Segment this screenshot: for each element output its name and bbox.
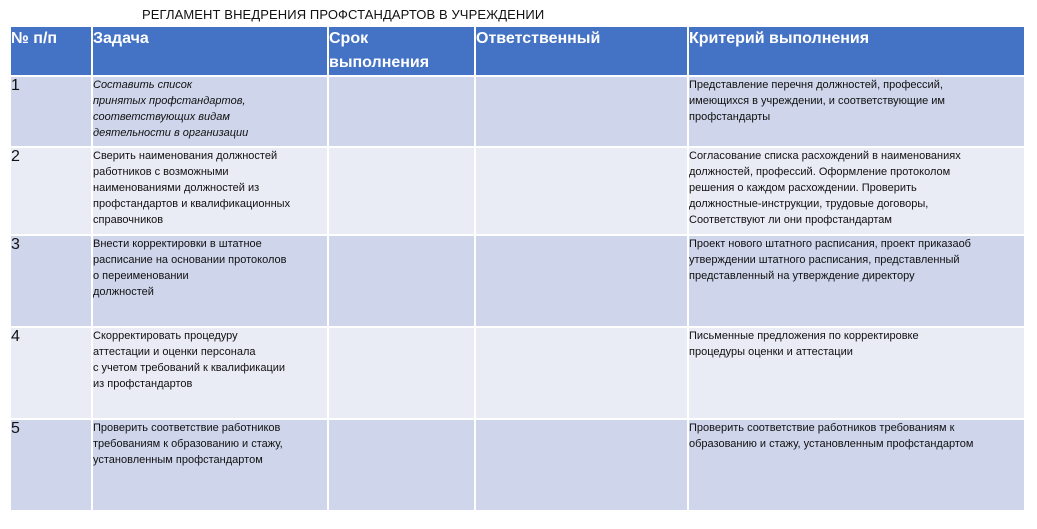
- task-line: требованиям к образованию и стажу,: [93, 438, 283, 450]
- task-line: о переименовании: [93, 270, 189, 282]
- task-line: работников с возможными: [93, 166, 229, 178]
- task-cell: [92, 419, 328, 511]
- criterion-cell: [688, 147, 1024, 235]
- task-line: Внести корректировки в штатное: [93, 238, 262, 250]
- task-line: аттестации и оценки персонала: [93, 346, 256, 358]
- responsible-cell: [475, 419, 688, 511]
- criterion-line: представленный на утверждение директору: [689, 270, 915, 282]
- criterion-line: Письменные предложения по корректировке: [689, 330, 919, 342]
- table-row: [11, 235, 1024, 327]
- criterion-line: должностные-инструкции, трудовые договоры,: [689, 198, 929, 210]
- deadline-cell: [328, 235, 475, 327]
- task-line: Составить список: [93, 79, 193, 91]
- table-row: [11, 327, 1024, 419]
- criterion-line: Проект нового штатного расписания, проект приказаоб: [689, 238, 971, 250]
- deadline-cell: [328, 327, 475, 419]
- header-criterion: Критерий выполнения: [688, 27, 1024, 76]
- criterion-line: Соответствуют ли они профстандартам: [689, 214, 892, 226]
- task-cell: [92, 235, 328, 327]
- task-line: Проверить соответствие работников: [93, 422, 281, 434]
- criterion-line: процедуры оценки и аттестации: [689, 346, 853, 358]
- row-number: 5: [11, 419, 92, 511]
- criterion-cell: [688, 419, 1024, 511]
- task-line: должностей: [93, 286, 154, 298]
- responsible-cell: [475, 235, 688, 327]
- task-cell: [92, 76, 328, 147]
- task-line: Скорректировать процедуру: [93, 330, 238, 342]
- responsible-cell: [475, 76, 688, 147]
- table-row: [11, 419, 1024, 511]
- responsible-cell: [475, 327, 688, 419]
- document-title: РЕГЛАМЕНТ ВНЕДРЕНИЯ ПРОФСТАНДАРТОВ В УЧРЕЖДЕНИИ: [142, 7, 545, 22]
- row-number: 4: [11, 327, 92, 419]
- task-line: наименованиями должностей из: [93, 182, 260, 194]
- deadline-cell: [328, 76, 475, 147]
- header-num: № п/п: [11, 27, 92, 76]
- row-number: 1: [11, 76, 92, 147]
- task-line: профстандартов и квалификационных: [93, 198, 291, 210]
- header-responsible: Ответственный: [475, 27, 688, 76]
- task-line: Сверить наименования должностей: [93, 150, 278, 162]
- table-row: [11, 76, 1024, 147]
- criterion-cell: [688, 235, 1024, 327]
- criterion-cell: [688, 327, 1024, 419]
- row-number: 3: [11, 235, 92, 327]
- task-line: деятельности в организации: [93, 127, 249, 139]
- deadline-cell: [328, 419, 475, 511]
- deadline-cell: [328, 147, 475, 235]
- task-line: с учетом требований к квалификации: [93, 362, 286, 374]
- criterion-line: должностей, профессий. Оформление протоколом: [689, 166, 951, 178]
- responsible-cell: [475, 147, 688, 235]
- task-line: расписание на основании протоколов: [93, 254, 287, 266]
- header-deadline-line: выполнения: [329, 54, 430, 71]
- task-line: принятых профстандартов,: [93, 95, 246, 107]
- task-line: соответствующих видам: [93, 111, 230, 123]
- header-deadline-line: Срок: [329, 30, 369, 47]
- header-deadline: [328, 27, 475, 76]
- task-cell: [92, 327, 328, 419]
- table-header-row: [11, 27, 1024, 76]
- criterion-line: профстандарты: [689, 111, 771, 123]
- criterion-line: Представление перечня должностей, профессий,: [689, 79, 943, 91]
- row-number: 2: [11, 147, 92, 235]
- task-line: справочников: [93, 214, 164, 226]
- criterion-line: образованию и стажу, установленным профстандартом: [689, 438, 974, 450]
- task-cell: [92, 147, 328, 235]
- criterion-line: Проверить соответствие работников требованиям к: [689, 422, 955, 434]
- header-task: Задача: [92, 27, 328, 76]
- criterion-line: Согласование списка расхождений в наименованиях: [689, 150, 961, 162]
- task-line: из профстандартов: [93, 378, 193, 390]
- criterion-line: утверждении штатного расписания, представленный: [689, 254, 960, 266]
- table-row: [11, 147, 1024, 235]
- regulation-table: [11, 27, 1024, 512]
- task-line: установленным профстандартом: [93, 454, 263, 466]
- criterion-line: решения о каждом расхождении. Проверить: [689, 182, 917, 194]
- criterion-line: имеющихся в учреждении, и соответствующие им: [689, 95, 945, 107]
- criterion-cell: [688, 76, 1024, 147]
